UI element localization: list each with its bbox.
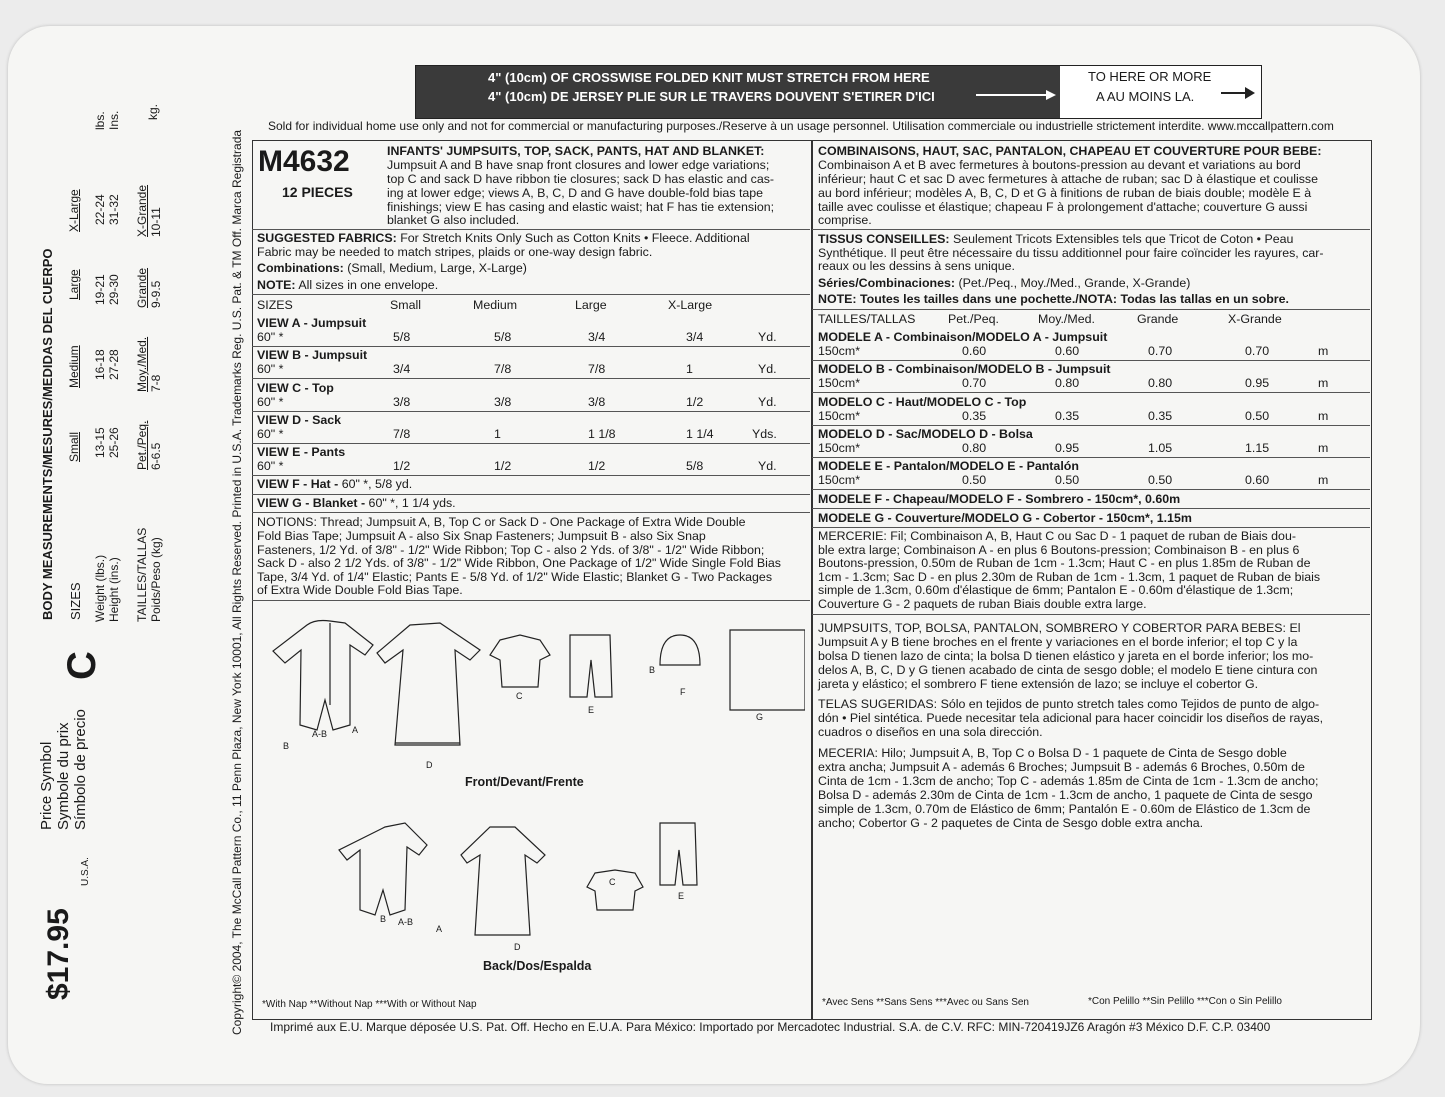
unit: m [1318,440,1329,455]
vertical-copyright: Copyright© 2004, The McCall Pattern Co., 11 Penn Plaza, New York 10001, All Rights Reserved. Printed in U.S.A. Trademarks Reg. U.S. Pat. & TM Off. Marca Registrada [230,129,244,1035]
metric-cell: 0.35 [1055,408,1080,423]
yardage-cell: 3/8 [494,394,512,409]
pants-front-sketch [570,635,612,697]
combinations: Combinations: (Small, Medium, Large, X-Large) [257,261,527,275]
fabric-width: 150cm* [818,408,861,423]
view-name: VIEW C - Top [257,380,334,395]
mercerie-line: Couverture G - 2 paquets de ruban Biais double extra large. [818,597,1147,611]
sketch-label: B [283,741,290,751]
sizes-label: SIZES [68,582,83,620]
yardage-cell: 1/2 [686,394,704,409]
sketch-label: E [678,891,685,901]
nap-note: *With Nap **Without Nap ***With or Without Nap [262,999,477,1010]
fr-sizes-header: Moy./Med. [1038,312,1095,326]
sketch-label: A [352,725,359,735]
yardage-cell: 1 1/4 [686,426,714,441]
sketch-label: A-B [312,729,328,739]
arrow-right-icon [1221,86,1255,100]
telas-line: TELAS SUGERIDAS: Sólo en tejidos de punto stretch tales como Tejidos de punto de algo- [818,697,1320,711]
yardage-cell: 3/4 [686,330,704,344]
es-line: JUMPSUITS, TOP, BOLSA, PANTALON, SOMBRERO Y COBERTOR PARA BEBES: El [818,621,1301,635]
model-name: MODELO D - Sac/MODELO D - Bolsa [818,426,1033,441]
unit: Yd. [758,459,777,474]
unit: m [1318,473,1329,488]
unit: Yds. [752,426,777,441]
fabric-width: 60" * [257,459,284,474]
metric-cell: 0.50 [1055,473,1080,488]
telas-line: dón • Piel sintética. Puede necesitar tela adicional para hacer coincidir los diseños de rayas, [818,711,1324,725]
divider [252,229,810,230]
yardage-cell: 3/4 [393,362,411,377]
fabric-width: 60" * [257,330,284,344]
unit: Yd. [758,330,777,344]
sizes-header: Small [390,298,421,312]
size-xlarge: X-Large [67,189,81,232]
size-small-values: 13-15 25-26 [93,427,121,458]
size-xlarge-values: 22-24 31-32 [93,194,121,225]
divider [252,294,810,295]
fabric-width: 60" * [257,426,284,441]
notions-line: Fold Bias Tape; Jumpsuit A - also Six Snap Fasteners; Jumpsuit B - also Six Snap [257,529,706,543]
price-symbol-label: Price Symbol Symbole du prix Símbolo de precio [38,709,89,830]
sizes-header: X-Large [668,298,713,312]
pieces-count: 12 PIECES [282,184,353,200]
fabric-width: 150cm* [818,376,861,391]
fr-desc-line: inférieur; haut C et sac D avec fermetures à attache de ruban; sac D à élastique et coulisse [818,172,1319,186]
description-title: INFANTS' JUMPSUITS, TOP, SACK, PANTS, HAT AND BLANKET: [387,144,765,158]
meceria-line: MECERIA: Hilo; Jumpsuit A, B, Top C o Bolsa D - 1 paquete de Cinta de Sesgo doble [818,746,1287,760]
model-f: MODELE F - Chapeau/MODELO F - Sombrero - 150cm*, 0.60m [818,492,1181,506]
divider [812,457,1370,458]
jumpsuit-back-sketch [339,823,427,915]
divider [812,392,1370,393]
fr-note: NOTE: Toutes les tailles dans une pochette./NOTA: Todas las tallas en un sobre. [818,292,1289,306]
yardage-cell: 7/8 [393,426,411,441]
yardage-cell: 5/8 [686,459,704,474]
tailles-labels: TAILLES/TALLAS Poids/Peso (kg) [135,527,163,622]
hat-sketch [660,635,700,665]
notions-line: Fasteners, 1/2 Yd. of 3/8" - 1/2" Wide Ribbon; Top C - also 2 Yds. of 3/8" - 1/2" Wide Ribbon; [257,543,765,557]
view-name: VIEW B - Jumpsuit [257,348,368,363]
mercerie-line: 1cm - 1.3cm; Sac D - en plus 2.30m de Ruban de 1cm - 1.3cm, 1 paquet de Ruban de biais [818,570,1321,584]
sketch-label: E [588,705,595,715]
meceria-line: extra ancha; Jumpsuit A - además 6 Broches; Jumpsuit B - además 6 Broches, 0.50m de [818,760,1305,774]
yardage-cell: 1/2 [588,459,606,474]
fr-desc-line: au bord inférieur; modèles A, B, C, D et G à finitions de ruban de biais double; modèle E à [818,186,1312,200]
size-medium: Medium [67,345,81,388]
yardage-cell: 3/8 [393,394,411,409]
back-label: Back/Dos/Espalda [483,959,592,973]
pelillo-note: *Con Pelillo **Sin Pelillo ***Con o Sin Pelillo [1088,996,1282,1007]
description-line: top C and sack D have ribbon tie closures; sack D has elastic and cas- [387,172,775,186]
suggested-fabrics: SUGGESTED FABRICS: For Stretch Knits Only Such as Cotton Knits • Fleece. Additional [257,231,750,245]
unit: m [1318,344,1329,358]
fabric-width: 60" * [257,394,284,409]
fabric-width: 150cm* [818,440,861,455]
stretch-line-2: 4" (10cm) DE JERSEY PLIE SUR LE TRAVERS DOUVENT S'ETIRER D'ICI [488,89,935,104]
jumpsuit-front-sketch [273,621,373,731]
usage-notice: Sold for individual home use only and not for commercial or manufacturing purposes./Reserve à un usage personnel. Utilisation commerciale ou industrielle strictement interdite. www.mccallpattern.com [268,119,1334,133]
top-front-sketch [490,635,550,687]
mercerie-line: MERCERIE: Fil; Combinaison A, B, Haut C ou Sac D - 1 paquet de ruban de Biais dou- [818,529,1296,543]
fr-desc-line: comprise. [818,213,872,227]
metric-cell: 0.70 [1148,344,1173,358]
unit: Yd. [758,362,777,377]
metric-cell: 0.70 [1245,344,1270,358]
fabric-width: 150cm* [818,473,861,488]
metric-cell: 0.35 [1148,408,1173,423]
fr-sizes-header: Pet./Peq. [948,312,999,326]
yardage-cell: 3/8 [588,394,606,409]
meceria-line: ancho; Cobertor G - 2 paquetes de Cinta de Sesgo doble extra ancha. [818,816,1204,830]
meceria-line: Bolsa D - además 2.30m de Cinta de 1cm - 1.3cm de ancho, 1 paquete de Cinta de sesgo [818,788,1313,802]
divider [252,378,810,379]
divider [252,494,810,495]
price-country: U.S.A. [80,857,91,886]
divider [812,508,1370,509]
stretch-right-1: TO HERE OR MORE [1088,69,1212,84]
blanket-sketch [730,630,805,710]
stretch-gauge-banner [415,65,1262,119]
metric-cell: 0.60 [962,344,987,358]
model-name: MODELE E - Pantalon/MODELO E - Pantalón [818,459,1079,474]
divider [252,600,810,601]
divider [252,512,810,513]
imperial-units: lbs. Ins. [93,110,121,130]
yardage-cell: 7/8 [588,362,606,377]
sketch-label: A-B [398,917,414,927]
metric-cell: 0.50 [962,473,987,488]
size-medium-values: 16-18 27-28 [93,349,121,380]
stretch-line-1: 4" (10cm) OF CROSSWISE FOLDED KNIT MUST STRETCH FROM HERE [488,70,930,85]
fr-desc-line: taille avec coulisse et élastique; chapeau F à prolongement d'attache; couverture G aussi [818,200,1308,214]
metric-cell: 0.95 [1055,440,1080,455]
size-large-metric: Grande 9-9.5 [135,267,163,308]
description-line: finishings; view E has casing and elastic waist; hat F has tie extension; [387,200,775,214]
model-g: MODELE G - Couverture/MODELO G - Cobertor - 150cm*, 1.15m [818,511,1192,525]
model-name: MODELO C - Haut/MODELO C - Top [818,394,1027,409]
fr-sizes-header: X-Grande [1228,312,1282,326]
view-name: VIEW E - Pants [257,445,346,460]
metric-cell: 0.80 [1148,376,1173,391]
metric-cell: 0.70 [962,376,987,391]
yardage-cell: 1/2 [494,459,512,474]
divider [812,614,1370,615]
es-line: bolsa D tienen lazo de cinta; la bolsa D tienen elástico y jareta en el borde inferior; los mo- [818,649,1314,663]
notions-line: of Extra Wide Double Fold Bias Tape. [257,583,463,597]
sketch-label: F [680,687,686,697]
weight-height-labels: Weight (lbs.) Height (ins.) [93,554,121,622]
front-label: Front/Devant/Frente [465,775,584,789]
sizes-header: Medium [473,298,518,312]
metric-cell: 0.35 [962,408,987,423]
es-line: jareta y elástico; el sombrero F tiene extensión de lazo; se incluye el cobertor G. [818,677,1259,691]
size-medium-metric: Moy./Med. 7-8 [135,336,163,392]
fabric-width: 60" * [257,362,284,377]
footer-legal: Imprimé aux E.U. Marque déposée U.S. Pat. Off. Hecho en E.U.A. Para México: Importado por Mercadotec Industrial. S.A. de C.V. RFC: MIN-720419JZ6 Aragón #3 México D.F. C.P. 03400 [270,1020,1271,1034]
fr-sizes-header: Grande [1137,312,1179,326]
divider [252,443,810,444]
es-line: Jumpsuit A y B tiene broches en el frente y variaciones en el borde inferior; el top C y la [818,635,1298,649]
yardage-cell: 1 1/8 [588,426,616,441]
divider [252,411,810,412]
price: $17.95 [42,908,75,1000]
metric-cell: 1.15 [1245,440,1270,455]
view-g: VIEW G - Blanket - 60" *, 1 1/4 yds. [257,496,456,510]
view-f: VIEW F - Hat - 60" *, 5/8 yd. [257,477,413,491]
sack-back-sketch [461,827,545,935]
metric-cell: 0.80 [1055,376,1080,391]
model-name: MODELO B - Combinaison/MODELO B - Jumpsuit [818,362,1111,377]
size-xlarge-metric: X-Grande 10-11 [135,184,163,237]
notions-line: Sack D - also 2 1/2 Yds. of 3/8" - 1/2" Wide Ribbon, One Package of 1/2" Wide Single Fold Bias [257,556,782,570]
metric-cell: 0.50 [1245,408,1270,423]
body-measurements-title: BODY MEASUREMENTS/MESURES/MEDIDAS DEL CUERPO [40,248,55,620]
price-letter: C [60,651,104,680]
mercerie-line: Boutons-pression, 0.50m de Ruban de 1cm - 1.3cm; Haut C - en plus 1.85m de Ruban de [818,556,1311,570]
metric-cell: 0.60 [1055,344,1080,358]
suggested-fabrics-cont: Fabric may be needed to match stripes, plaids or one-way design fabric. [257,245,653,259]
divider [812,489,1370,490]
fr-sizes-header: TAILLES/TALLAS [818,312,916,326]
sens-note: *Avec Sens **Sans Sens ***Avec ou Sans Sen [822,997,1029,1008]
meceria-line: simple de 1.3cm, 0.70m de Elástico de 6mm; Pantalón E - 0.60m de Elástico de 1.3cm de [818,802,1311,816]
notions-line: NOTIONS: Thread; Jumpsuit A, B, Top C or Sack D - One Package of Extra Wide Double [257,515,746,529]
kg-unit: kg. [146,103,160,120]
divider [252,346,810,347]
sketch-label: B [649,665,656,675]
note: NOTE: All sizes in one envelope. [257,278,439,292]
metric-cell: 1.05 [1148,440,1173,455]
pattern-number: M4632 [258,145,350,178]
series: Séries/Combinaciones: (Pet./Peq., Moy./Med., Grande, X-Grande) [818,276,1191,290]
fr-desc-line: Combinaison A et B avec fermetures à boutons-pression au devant et variations au bord [818,158,1301,172]
sketch-label: D [426,760,433,770]
divider [812,229,1370,230]
yardage-cell: 3/4 [588,330,606,344]
stretch-gauge-target [1076,66,1261,118]
divider [812,309,1370,310]
stretch-right-2: A AU MOINS LA. [1096,89,1195,104]
sketch-label: G [756,712,764,722]
metric-cell: 0.95 [1245,376,1270,391]
yardage-cell: 1 [686,362,693,377]
meceria-line: Cinta de 1cm - 1.3cm de ancho; Top C - además 1.85m de Cinta de 1cm - 1.3cm de ancho; [818,774,1319,788]
unit: m [1318,376,1329,391]
description-line: blanket G also included. [387,213,520,227]
tissus: TISSUS CONSEILLES: Seulement Tricots Extensibles tels que Tricot de Coton • Peau [818,232,1294,246]
fr-title: COMBINAISONS, HAUT, SAC, PANTALON, CHAPEAU ET COUVERTURE POUR BEBE: [818,144,1322,158]
yardage-cell: 7/8 [494,362,512,377]
sack-front-sketch [377,623,480,745]
size-large-values: 19-21 29-30 [93,274,121,305]
metric-cell: 0.50 [1148,473,1173,488]
yardage-cell: 5/8 [393,330,411,344]
mercerie-line: simple de 1.3cm, 0.60m d'élastique de 6mm; Pantalon E - 0.60m d'élastique de 1.3cm; [818,583,1294,597]
view-name: VIEW D - Sack [257,412,342,427]
view-name: VIEW A - Jumpsuit [257,316,367,330]
mercerie-line: ble extra large; Combinaison A - en plus 6 Boutons-pression; Combinaison B - en plus 6 [818,543,1300,557]
size-small: Small [67,431,81,462]
tissus-cont: reaux ou les dessins à sens unique. [818,259,1015,273]
metric-cell: 0.60 [1245,473,1270,488]
description-line: Jumpsuit A and B have snap front closures and lower edge variations; [387,158,770,172]
es-line: delos A, B, C, D y G tienen acabado de cinta de sesgo doble; el modelo E tiene cintura con [818,663,1318,677]
sketch-label: C [516,691,523,701]
yardage-cell: 1 [494,426,501,441]
divider [812,425,1370,426]
fabric-width: 150cm* [818,344,861,358]
sketch-label: D [514,942,521,952]
stretch-gauge-dark [416,66,1060,118]
unit: Yd. [758,394,777,409]
sizes-header: SIZES [257,298,293,312]
tissus-cont: Synthétique. Il peut être nécessaire du tissu additionnel pour faire coïncider les rayures, car- [818,246,1324,260]
notions-line: Tape, 3/4 Yd. of 1/4" Elastic; Pants E - 5/8 Yd. of 1/2" Wide Elastic; Blanket G - Two Packages [257,570,773,584]
telas-line: cuadros o diseños en una sola dirección. [818,725,1043,739]
sketch-label: B [380,914,387,924]
size-small-metric: Pet./Peq. 6-6.5 [135,420,163,470]
arrow-right-icon [976,88,1056,102]
yardage-cell: 5/8 [494,330,512,344]
garment-sketches [255,605,805,1015]
pants-back-sketch [660,823,697,885]
description-line: ing at lower edge; views A, B, C, D and G have double-fold bias tape [387,186,764,200]
divider [812,360,1370,361]
sizes-header: Large [575,298,607,312]
sketch-label: C [609,877,616,887]
sketch-label: A [436,924,443,934]
divider [812,527,1370,528]
metric-cell: 0.80 [962,440,987,455]
yardage-cell: 1/2 [393,459,411,474]
size-large: Large [67,269,81,300]
model-name: MODELE A - Combinaison/MODELO A - Jumpsuit [818,330,1108,344]
unit: m [1318,408,1329,423]
